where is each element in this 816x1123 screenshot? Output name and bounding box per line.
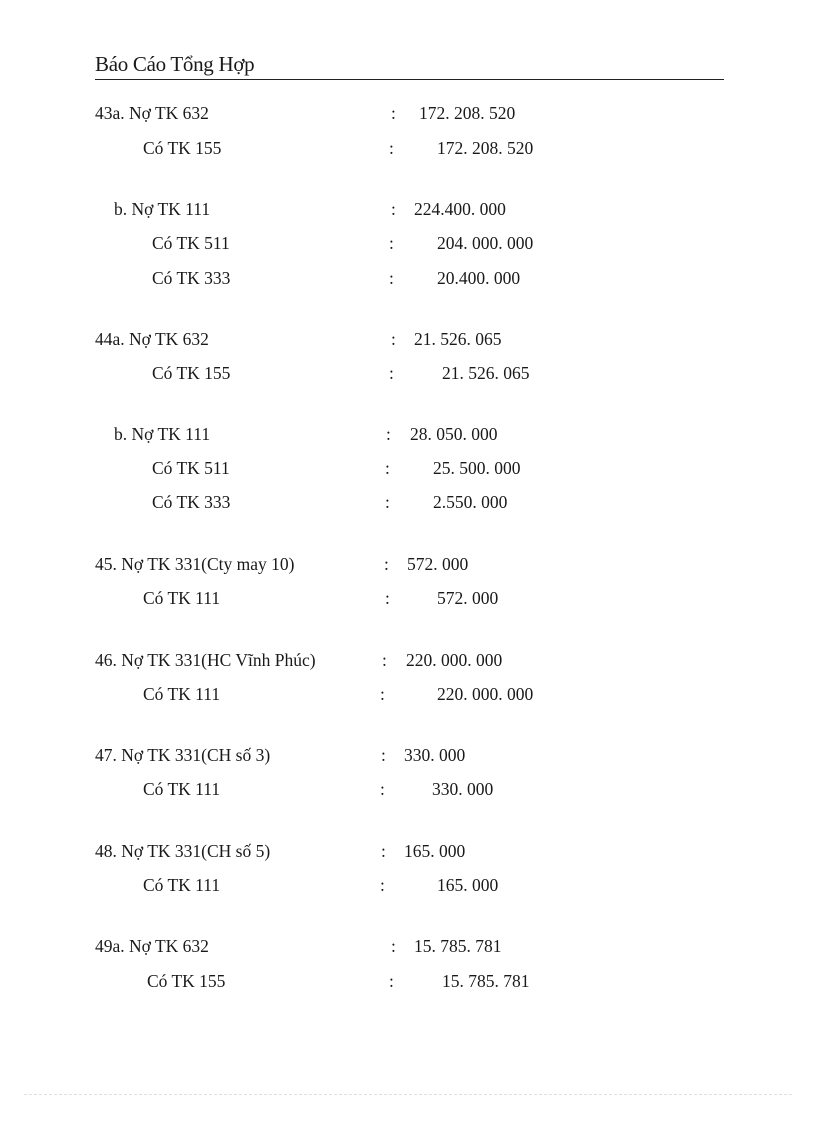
entry-amount: 165. 000 <box>404 841 466 861</box>
entry-amount: 572. 000 <box>437 588 499 608</box>
entry-amount: 28. 050. 000 <box>410 424 498 444</box>
entry-account: 48. Nợ TK 331(CH số 5) <box>95 841 271 861</box>
page-bottom-divider <box>24 1094 792 1095</box>
entry-amount: 220. 000. 000 <box>406 650 503 670</box>
entry-account: Có TK 155 <box>143 138 222 158</box>
entry-account: Có TK 333 <box>152 492 231 512</box>
entry-line <box>0 934 816 958</box>
entry-separator: : <box>380 684 385 704</box>
entry-account: Có TK 111 <box>143 588 221 608</box>
entry-amount: 204. 000. 000 <box>437 233 534 253</box>
entry-separator: : <box>386 424 391 444</box>
entry-line <box>0 266 816 290</box>
entry-amount: 21. 526. 065 <box>414 329 502 349</box>
entry-line <box>0 231 816 255</box>
entry-line <box>0 777 816 801</box>
entry-line <box>0 422 816 446</box>
entry-separator: : <box>381 841 386 861</box>
entry-amount: 172. 208. 520 <box>437 138 534 158</box>
entry-line <box>0 648 816 672</box>
entry-separator: : <box>380 875 385 895</box>
entry-account: 43a. Nợ TK 632 <box>95 103 209 123</box>
entry-line <box>0 552 816 576</box>
entry-account: 44a. Nợ TK 632 <box>95 329 209 349</box>
entry-separator: : <box>389 363 394 383</box>
entry-line <box>0 197 816 221</box>
entry-account: 45. Nợ TK 331(Cty may 10) <box>95 554 295 574</box>
entry-account: 47. Nợ TK 331(CH số 3) <box>95 745 271 765</box>
entry-line <box>0 136 816 160</box>
entry-amount: 25. 500. 000 <box>433 458 521 478</box>
entry-account: Có TK 333 <box>152 268 231 288</box>
entry-account: Có TK 111 <box>143 875 221 895</box>
entry-separator: : <box>385 458 390 478</box>
entry-line <box>0 839 816 863</box>
entry-line <box>0 586 816 610</box>
entry-line <box>0 969 816 993</box>
entry-separator: : <box>391 329 396 349</box>
entry-account: Có TK 511 <box>152 233 230 253</box>
entry-amount: 330. 000 <box>432 779 494 799</box>
entry-separator: : <box>391 936 396 956</box>
entry-account: Có TK 111 <box>143 684 221 704</box>
entry-separator: : <box>389 971 394 991</box>
entry-line <box>0 682 816 706</box>
entry-account: 46. Nợ TK 331(HC Vĩnh Phúc) <box>95 650 316 670</box>
entry-separator: : <box>380 779 385 799</box>
entry-line <box>0 456 816 480</box>
entry-amount: 165. 000 <box>437 875 499 895</box>
report-title: Báo Cáo Tổng Hợp <box>95 52 255 76</box>
entry-account: Có TK 155 <box>147 971 226 991</box>
entry-line <box>0 743 816 767</box>
entry-separator: : <box>391 103 396 123</box>
entry-line <box>0 327 816 351</box>
entry-line <box>0 873 816 897</box>
entry-separator: : <box>385 492 390 512</box>
entry-account: 49a. Nợ TK 632 <box>95 936 209 956</box>
entry-separator: : <box>391 199 396 219</box>
entry-account: Có TK 155 <box>152 363 231 383</box>
entry-separator: : <box>381 745 386 765</box>
entry-separator: : <box>382 650 387 670</box>
entry-amount: 572. 000 <box>407 554 469 574</box>
entry-account: b. Nợ TK 111 <box>114 199 211 219</box>
entry-amount: 172. 208. 520 <box>419 103 516 123</box>
entry-separator: : <box>384 554 389 574</box>
entry-separator: : <box>385 588 390 608</box>
entry-line <box>0 101 816 125</box>
entry-amount: 15. 785. 781 <box>442 971 530 991</box>
entry-amount: 220. 000. 000 <box>437 684 534 704</box>
entry-amount: 2.550. 000 <box>433 492 508 512</box>
entry-amount: 15. 785. 781 <box>414 936 502 956</box>
entry-separator: : <box>389 233 394 253</box>
entry-separator: : <box>389 268 394 288</box>
entry-amount: 330. 000 <box>404 745 466 765</box>
entry-amount: 20.400. 000 <box>437 268 521 288</box>
entry-account: Có TK 111 <box>143 779 221 799</box>
entry-account: b. Nợ TK 111 <box>114 424 211 444</box>
entry-account: Có TK 511 <box>152 458 230 478</box>
page-header <box>95 50 724 80</box>
entry-amount: 21. 526. 065 <box>442 363 530 383</box>
entry-amount: 224.400. 000 <box>414 199 506 219</box>
entry-line <box>0 361 816 385</box>
entry-line <box>0 490 816 514</box>
entry-separator: : <box>389 138 394 158</box>
